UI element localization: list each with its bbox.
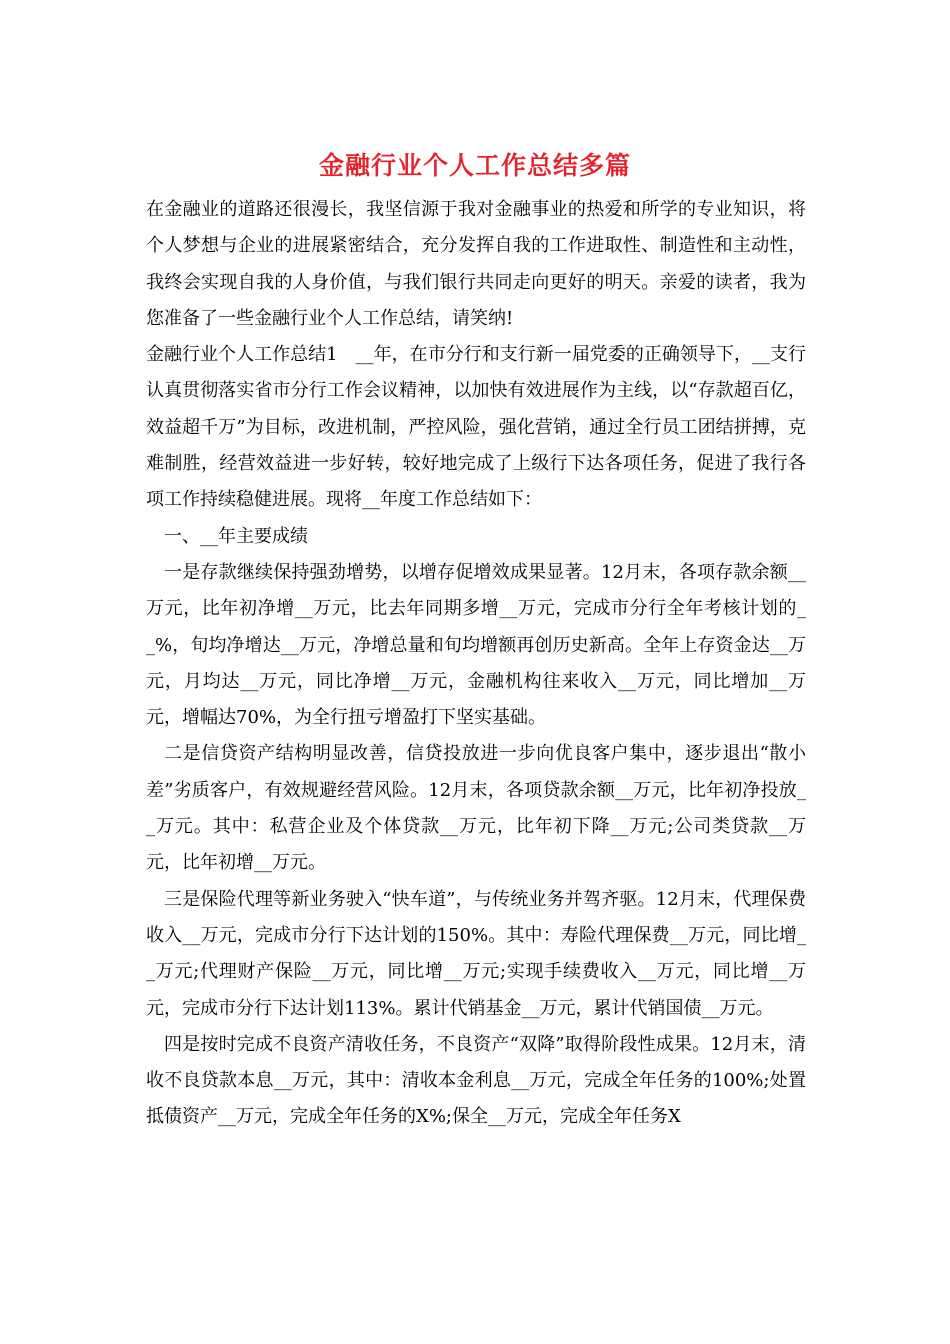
achievement-2-paragraph: 二是信贷资产结构明显改善，信贷投放进一步向优良客户集中，逐步退出“散小差”劣质客户，有效规避经营风险。12月末，各项贷款余额__万元，比年初净投放__万元。其中：私营企业及个体贷款__万元，比年初下降__万元;公司类贷款__万元，比年初增__万元。 xyxy=(146,743,806,874)
document-body xyxy=(146,192,806,1136)
section-heading: 一、__年主要成绩 xyxy=(164,525,308,547)
intro-paragraph: 在金融业的道路还很漫长，我坚信源于我对金融事业的热爱和所学的专业知识，将个人梦想与企业的进展紧密结合，充分发挥自我的工作进取性、制造性和主动性，我终会实现自我的人身价值，与我们银行共同走向更好的明天。亲爱的读者，我为您准备了一些金融行业个人工作总结，请笑纳! xyxy=(146,199,806,329)
summary-1-paragraph: 金融行业个人工作总结1 __年，在市分行和支行新一届党委的正确领导下，__支行认真贯彻落实省市分行工作会议精神，以加快有效进展作为主线，以“存款超百亿，效益超千万”为目标，改进机制，严控风险，强化营销，通过全行员工团结拼搏，克难制胜，经营效益进一步好转，较好地完成了上级行下达各项任务，促进了我行各项工作持续稳健进展。现将__年度工作总结如下： xyxy=(146,344,806,511)
achievement-4-paragraph: 四是按时完成不良资产清收任务，不良资产“双降”取得阶段性成果。12月末，清收不良贷款本息__万元，其中：清收本金利息__万元，完成全年任务的100%;处置抵债资产__万元，完成全年任务的X%;保全__万元，完成全年任务X xyxy=(146,1033,806,1128)
document-title: 金融行业个人工作总结多篇 xyxy=(318,151,631,180)
achievement-3-paragraph: 三是保险代理等新业务驶入“快车道”，与传统业务并驾齐驱。12月末，代理保费收入__万元，完成市分行下达计划的150%。其中：寿险代理保费__万元，同比增__万元;代理财产保险__万元，同比增__万元;实现手续费收入__万元，同比增__万元，完成市分行下达计划113%。累计代销基金__万元，累计代销国债__万元。 xyxy=(146,888,806,1019)
achievement-1-paragraph: 一是存款继续保持强劲增势，以增存促增效成果显著。12月末，各项存款余额__万元，比年初净增__万元，比去年同期多增__万元，完成市分行全年考核计划的__%，旬均净增达__万元，净增总量和旬均增额再创历史新高。全年上存资金达__万元，月均达__万元，同比净增__万元，金融机构往来收入__万元，同比增加__万元，增幅达70%，为全行扭亏增盈打下坚实基础。 xyxy=(146,561,806,729)
